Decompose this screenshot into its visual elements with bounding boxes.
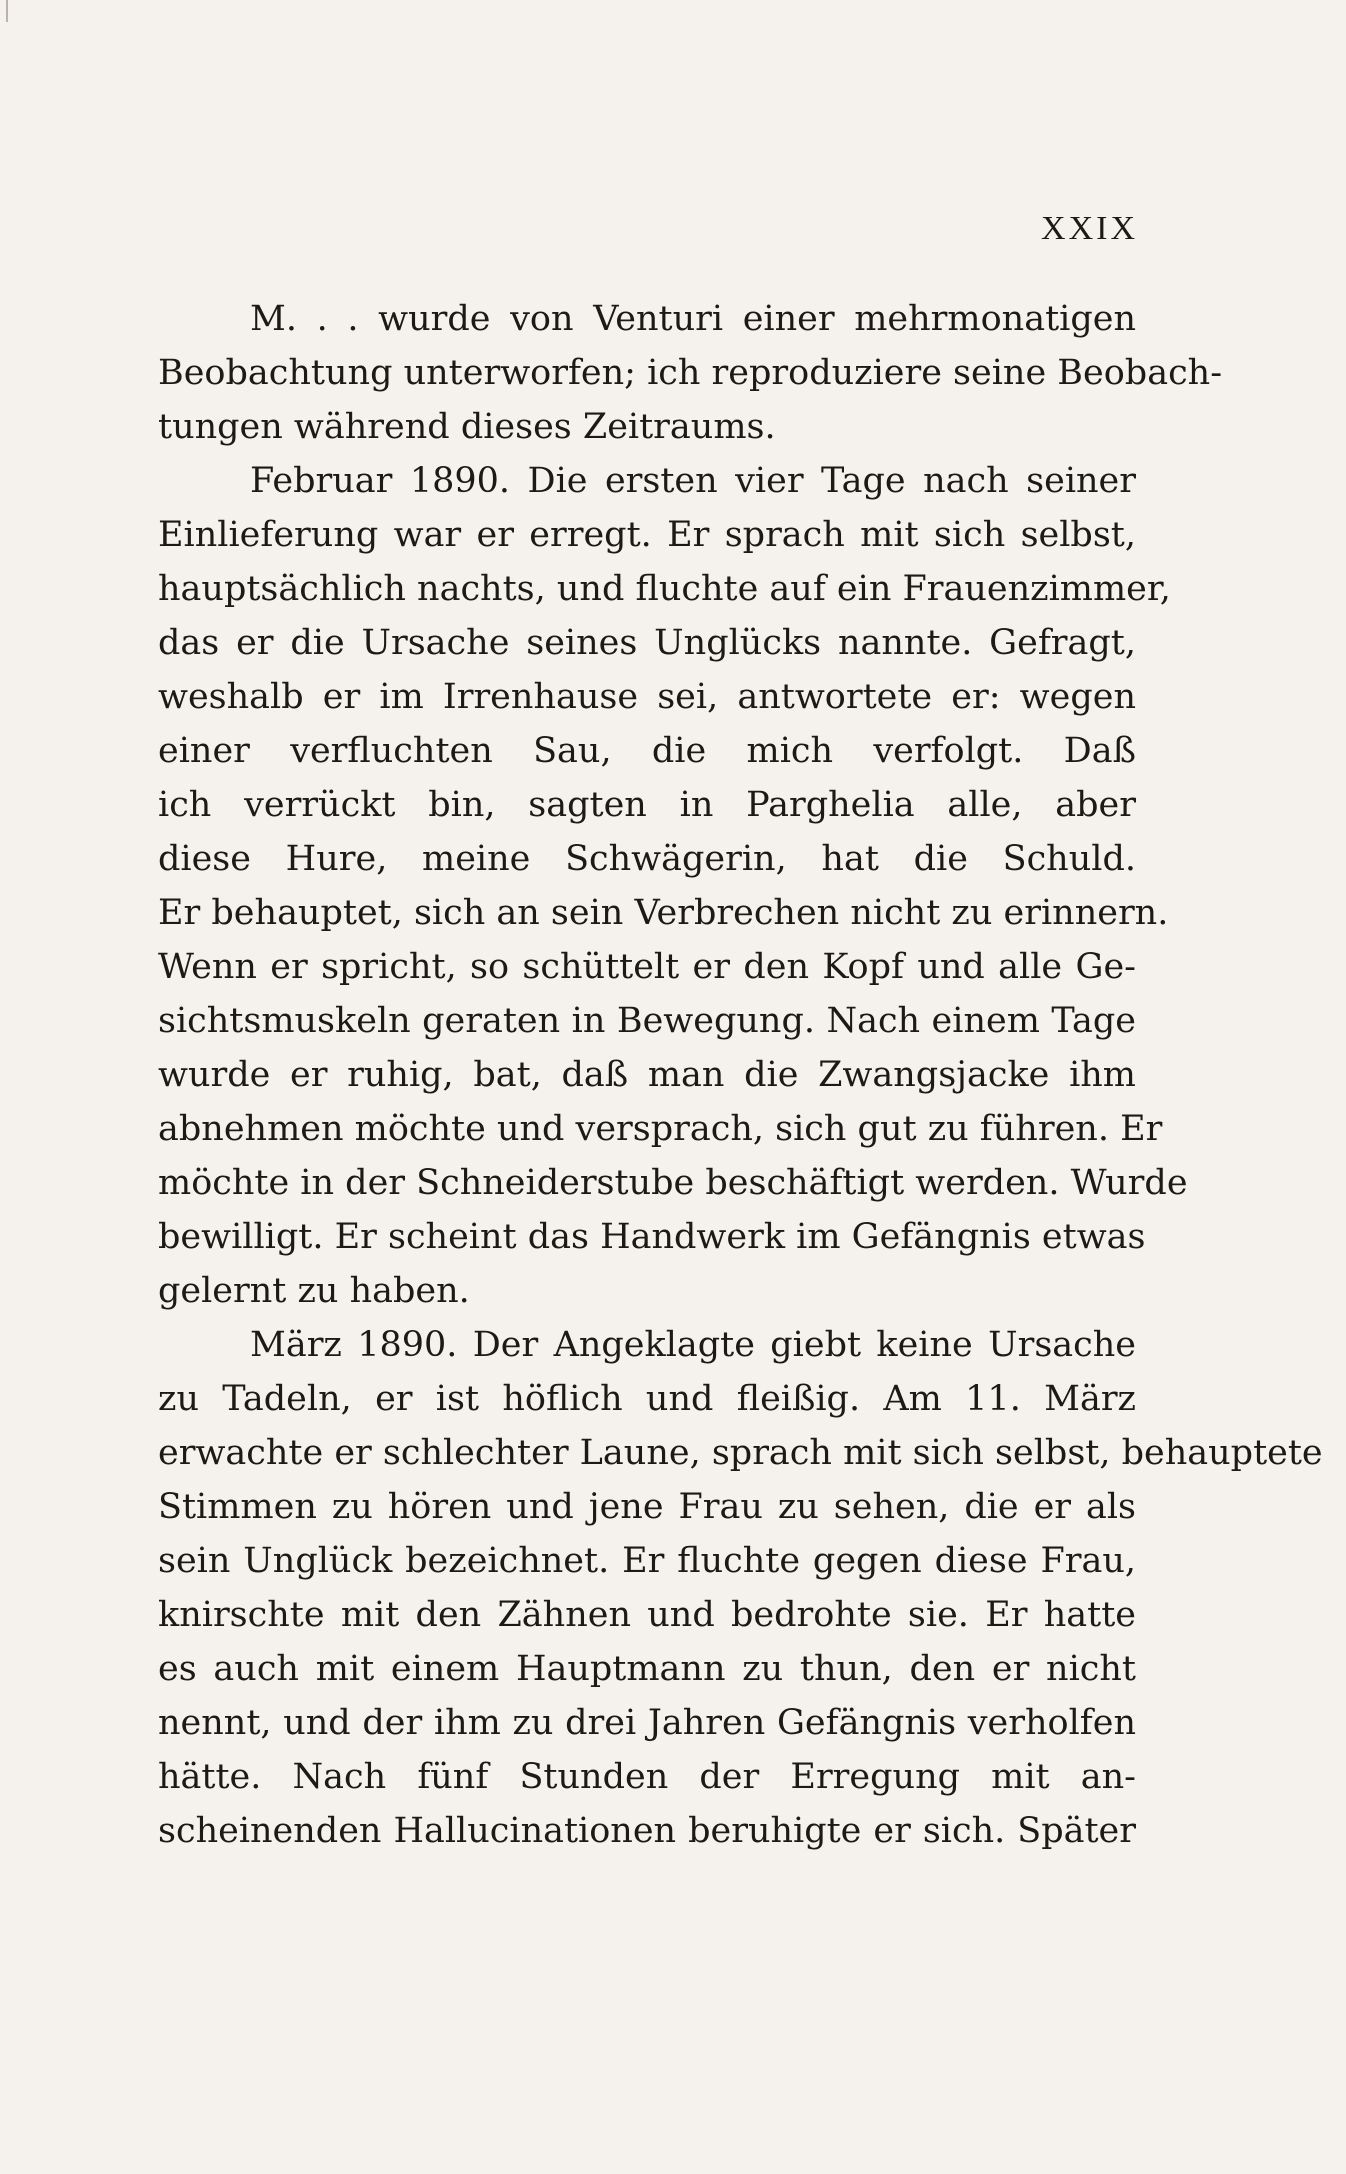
text-line: zu Tadeln, er ist höflich und fleißig. Am 11. März xyxy=(158,1379,1136,1419)
text-line: diese Hure, meine Schwägerin, hat die Schuld. xyxy=(158,839,1136,879)
text-line: Februar 1890. Die ersten vier Tage nach seiner xyxy=(250,461,1136,501)
text-line: tungen während dieses Zeitraums. xyxy=(158,407,776,447)
text-line: Wenn er spricht, so schüttelt er den Kopf und alle Ge- xyxy=(158,947,1136,987)
text-line: März 1890. Der Angeklagte giebt keine Ursache xyxy=(250,1325,1136,1365)
text-line: Einlieferung war er erregt. Er sprach mit sich selbst, xyxy=(158,515,1136,555)
scan-edge-mark xyxy=(6,0,8,22)
text-line: einer verfluchten Sau, die mich verfolgt. Daß xyxy=(158,731,1136,771)
text-line: ich verrückt bin, sagten in Parghelia alle, aber xyxy=(158,785,1136,825)
text-line: nennt, und der ihm zu drei Jahren Gefängnis verholfen xyxy=(158,1703,1136,1743)
text-line: hauptsächlich nachts, und fluchte auf ein Frauenzimmer, xyxy=(158,569,1171,609)
text-line: sichtsmuskeln geraten in Bewegung. Nach einem Tage xyxy=(158,1001,1136,1041)
text-line: Beobachtung unterworfen; ich reproduziere seine Beobach- xyxy=(158,353,1223,393)
text-line: bewilligt. Er scheint das Handwerk im Gefängnis etwas xyxy=(158,1217,1146,1257)
text-line: möchte in der Schneiderstube beschäftigt werden. Wurde xyxy=(158,1163,1188,1203)
text-line: abnehmen möchte und versprach, sich gut zu führen. Er xyxy=(158,1109,1163,1149)
text-line: hätte. Nach fünf Stunden der Erregung mit an- xyxy=(158,1757,1136,1797)
page-number: XXIX xyxy=(1041,210,1138,247)
text-line: sein Unglück bezeichnet. Er fluchte gegen diese Frau, xyxy=(158,1541,1136,1581)
text-line: knirschte mit den Zähnen und bedrohte sie. Er hatte xyxy=(158,1595,1136,1635)
text-line: Er behauptet, sich an sein Verbrechen nicht zu erinnern. xyxy=(158,893,1169,933)
text-line: weshalb er im Irrenhause sei, antwortete er: wegen xyxy=(158,677,1136,717)
text-line: M. . . wurde von Venturi einer mehrmonatigen xyxy=(250,299,1136,339)
body-text xyxy=(158,292,1323,1858)
text-line: gelernt zu haben. xyxy=(158,1271,470,1311)
text-line: Stimmen zu hören und jene Frau zu sehen, die er als xyxy=(158,1487,1136,1527)
text-line: es auch mit einem Hauptmann zu thun, den er nicht xyxy=(158,1649,1136,1689)
text-line: das er die Ursache seines Unglücks nannte. Gefragt, xyxy=(158,623,1136,663)
text-line: scheinenden Hallucinationen beruhigte er sich. Später xyxy=(158,1811,1136,1851)
text-line: erwachte er schlechter Laune, sprach mit sich selbst, behauptete xyxy=(158,1433,1323,1473)
text-line: wurde er ruhig, bat, daß man die Zwangsjacke ihm xyxy=(158,1055,1136,1095)
